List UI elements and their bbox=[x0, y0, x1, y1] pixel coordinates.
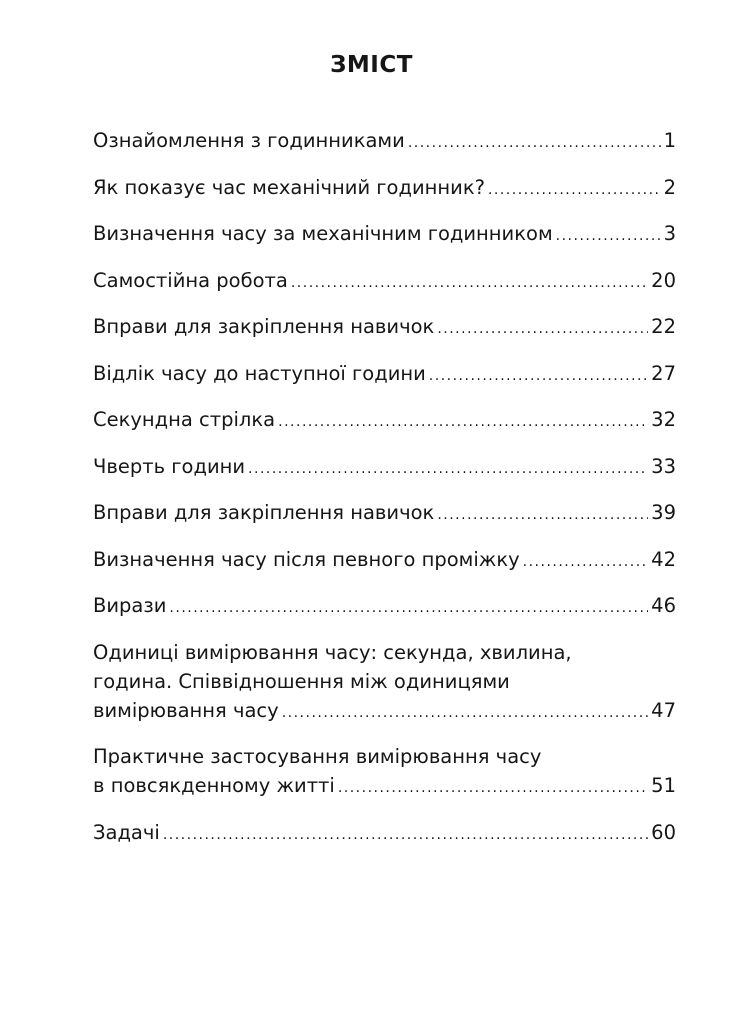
toc-entry-10[interactable] bbox=[93, 545, 676, 577]
toc-entry-12[interactable] bbox=[93, 638, 676, 728]
toc-entry-page: 32 bbox=[651, 408, 676, 431]
toc-entry-page: 2 bbox=[663, 175, 676, 199]
toc-entry-page: 22 bbox=[651, 315, 676, 338]
dot-leader bbox=[429, 362, 648, 391]
toc-entry-title: Секундна стрілка bbox=[93, 408, 276, 431]
toc-entry-title: Відлік часу до наступної години bbox=[93, 361, 426, 385]
toc-entry-title-line: Одиниці вимірювання часу: секунда, хвилина, bbox=[93, 640, 572, 664]
dot-leader bbox=[408, 129, 661, 158]
toc-entry-9[interactable] bbox=[93, 498, 676, 530]
toc-entry-5[interactable] bbox=[93, 312, 676, 344]
toc-entry-page: 20 bbox=[651, 268, 676, 292]
dot-leader bbox=[278, 408, 648, 437]
toc-entry-title: Задачі bbox=[93, 820, 160, 844]
dot-leader bbox=[556, 222, 661, 251]
toc-entry-13[interactable] bbox=[93, 742, 676, 803]
toc-entry-2[interactable] bbox=[93, 173, 676, 205]
dot-leader bbox=[488, 176, 661, 205]
toc-entry-title: Самостійна робота bbox=[93, 268, 288, 292]
toc-entry-3[interactable] bbox=[93, 219, 676, 251]
toc-entry-1[interactable] bbox=[93, 126, 676, 158]
page-title: ЗМІСТ bbox=[330, 52, 413, 78]
toc-entry-title: вимірювання часу bbox=[93, 698, 279, 722]
toc-entry-title: Визначення часу за механічним годинником bbox=[93, 222, 553, 245]
toc-entry-page: 3 bbox=[663, 222, 676, 245]
toc-entry-title: Визначення часу після певного проміжку bbox=[93, 547, 520, 571]
toc-entry-page: 33 bbox=[651, 454, 676, 478]
toc-entry-page: 27 bbox=[651, 361, 676, 385]
dot-leader bbox=[437, 315, 648, 344]
dot-leader bbox=[338, 774, 648, 803]
dot-leader bbox=[282, 699, 648, 728]
dot-leader bbox=[248, 455, 648, 484]
toc-entry-title-line: година. Співвідношення між одиницями bbox=[93, 669, 510, 693]
toc-entry-page: 42 bbox=[651, 547, 676, 571]
toc-entry-title-line: Практичне застосування вимірювання часу bbox=[93, 745, 542, 768]
toc-entry-14[interactable] bbox=[93, 818, 676, 850]
toc-entry-title: в повсякденному житті bbox=[93, 774, 335, 797]
toc-entry-title: Ознайомлення з годинниками bbox=[93, 129, 405, 152]
dot-leader bbox=[169, 594, 648, 623]
toc-entry-4[interactable] bbox=[93, 266, 676, 298]
toc-entry-page: 1 bbox=[663, 129, 676, 152]
toc-entry-title: Вправи для закріплення навичок bbox=[93, 501, 435, 524]
toc-entry-page: 51 bbox=[651, 774, 676, 797]
dot-leader bbox=[437, 501, 648, 530]
dot-leader bbox=[523, 548, 649, 577]
toc-entry-6[interactable] bbox=[93, 359, 676, 391]
table-of-contents bbox=[93, 126, 676, 864]
toc-entry-11[interactable] bbox=[93, 591, 676, 623]
toc-entry-page: 47 bbox=[651, 698, 676, 722]
dot-leader bbox=[163, 821, 648, 850]
toc-entry-8[interactable] bbox=[93, 452, 676, 484]
toc-entry-title: Вправи для закріплення навичок bbox=[93, 315, 435, 338]
toc-entry-7[interactable] bbox=[93, 405, 676, 437]
toc-entry-title: Вирази bbox=[93, 594, 167, 617]
toc-entry-page: 60 bbox=[651, 820, 676, 844]
toc-entry-title: Як показує час механічний годинник? bbox=[93, 175, 485, 199]
toc-entry-title: Чверть години bbox=[93, 454, 246, 478]
toc-entry-page: 46 bbox=[651, 594, 676, 617]
dot-leader bbox=[291, 269, 648, 298]
toc-entry-page: 39 bbox=[651, 501, 676, 524]
